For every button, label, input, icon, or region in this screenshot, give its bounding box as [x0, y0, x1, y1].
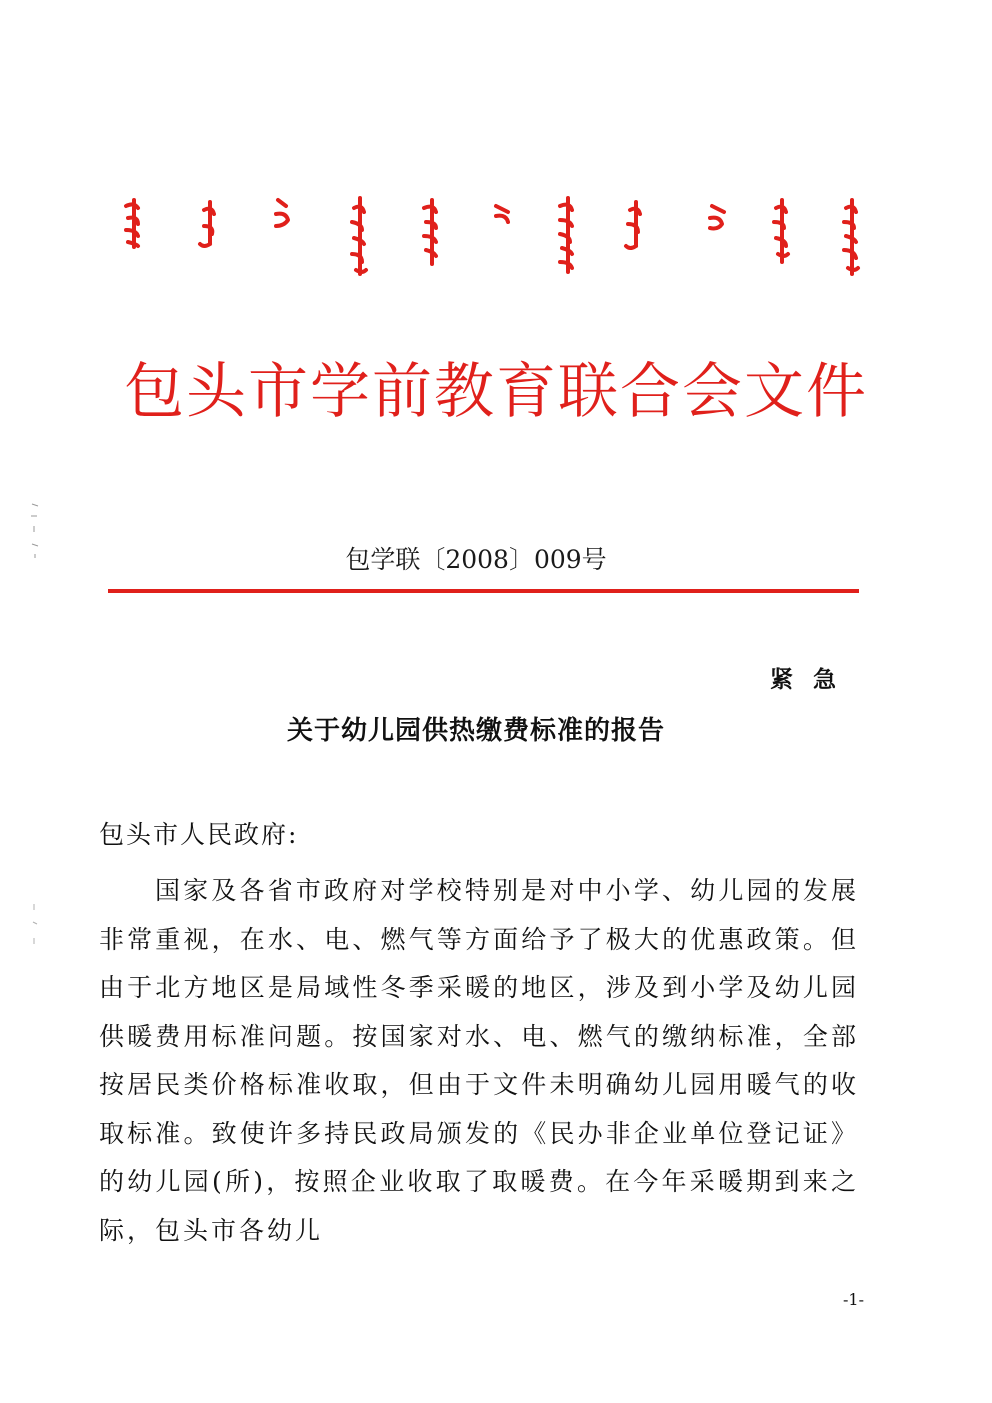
page-number: -1-	[843, 1290, 864, 1309]
document-title: 关于幼儿园供热缴费标准的报告	[286, 716, 665, 746]
body-paragraph: 国家及各省市政府对学校特别是对中小学、幼儿园的发展非常重视，在水、电、燃气等方面给予了极大的优惠政策。但由于北方地区是局域性冬季采暖的地区，涉及到小学及幼儿园供暖费用标准问题。按国家对水、电、燃气的缴纳标准，全部按居民类价格标准收取，但由于文件未明确幼儿园用暖气的收取标准。致使许多持民政局颁发的《民办非企业单位登记证》的幼儿园(所)，按照企业收取了取暖费。在今年采暖期到来之际，包头市各幼儿	[99, 876, 859, 1245]
header-divider	[108, 589, 859, 593]
salutation: 包头市人民政府:	[99, 820, 299, 849]
mongolian-script-graphic	[120, 192, 870, 287]
urgency-label: 紧急	[770, 667, 856, 693]
document-number: 包学联〔2008〕009号	[345, 545, 607, 574]
scan-artifact	[28, 500, 42, 560]
mongolian-script-header	[120, 192, 870, 287]
scan-artifact	[28, 900, 42, 960]
org-document-header: 包头市学前教育联合会文件	[124, 357, 868, 427]
